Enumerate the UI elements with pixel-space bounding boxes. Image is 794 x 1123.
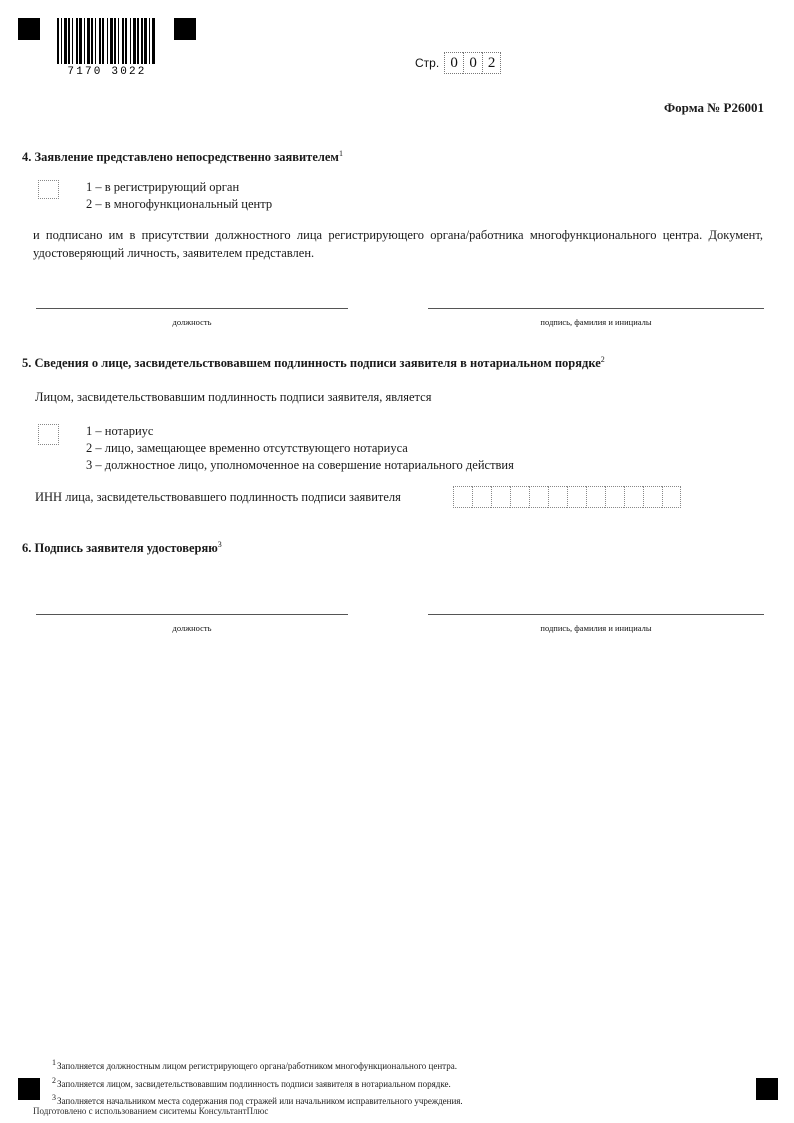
section-5-choice-checkbox[interactable] bbox=[38, 424, 59, 445]
inn-cell[interactable] bbox=[643, 486, 662, 508]
section-5-option[interactable]: 2 – лицо, замещающее временно отсутствующего нотариуса bbox=[86, 441, 408, 455]
inn-cell[interactable] bbox=[605, 486, 624, 508]
section-6-signature-caption-right: подпись, фамилия и инициалы bbox=[540, 623, 652, 633]
section-4-option[interactable]: 2 – в многофункциональный центр bbox=[86, 197, 273, 211]
registration-mark-top-right bbox=[174, 18, 196, 40]
section-6-title bbox=[22, 540, 222, 556]
section-4-choice-checkbox[interactable] bbox=[38, 180, 59, 199]
section-4-footnote-ref: 1 bbox=[338, 149, 343, 158]
registration-mark-bottom-right bbox=[756, 1078, 778, 1100]
consultant-plus-note: Подготовлено с использованием сиситемы КонсультантПлюс bbox=[33, 1106, 269, 1116]
footnote-text: Заполняется лицом, засвидетельствовавшим подлинность подписи заявителя в нотариальном порядке. bbox=[57, 1078, 451, 1089]
inn-cell[interactable] bbox=[624, 486, 643, 508]
footnotes bbox=[52, 1056, 752, 1109]
footnote-marker: 1 bbox=[52, 1058, 56, 1067]
barcode bbox=[57, 18, 157, 78]
section-6-signature-caption-left: должность bbox=[172, 623, 212, 633]
registration-mark-top-left bbox=[18, 18, 40, 40]
inn-cell[interactable] bbox=[662, 486, 681, 508]
page-number-cells bbox=[444, 52, 501, 74]
barcode-bars bbox=[57, 18, 157, 64]
section-4-title-text: 4. Заявление представлено непосредственно заявителем bbox=[22, 150, 339, 165]
section-4-title bbox=[22, 149, 343, 165]
section-5-lead-in: Лицом, засвидетельствовавшим подлинность подписи заявителя, является bbox=[35, 390, 432, 404]
footnote bbox=[52, 1056, 752, 1074]
section-5-footnote-ref: 2 bbox=[600, 355, 605, 364]
section-4-signature-caption-left: должность bbox=[172, 317, 212, 327]
page-number-field bbox=[415, 52, 501, 74]
footnote-marker: 2 bbox=[52, 1075, 56, 1085]
section-6-signature-line-left[interactable] bbox=[36, 614, 348, 615]
registration-mark-bottom-left bbox=[18, 1078, 40, 1100]
page-number-cell: 2 bbox=[482, 52, 501, 74]
section-5-title-text: 5. Сведения о лице, засвидетельствовавшем подлинность подписи заявителя в нотариальном порядке bbox=[22, 356, 601, 371]
inn-cell[interactable] bbox=[548, 486, 567, 508]
form-number: Форма № Р26001 bbox=[664, 100, 764, 115]
page-number-label: Стр. bbox=[415, 56, 440, 70]
barcode-digits: 7170 3022 bbox=[67, 66, 147, 78]
footnote bbox=[52, 1074, 752, 1092]
footnote-text: Заполняется должностным лицом регистрирующего органа/работником многофункционального центра. bbox=[57, 1061, 457, 1071]
section-6-title-text: 6. Подпись заявителя удостоверяю bbox=[22, 541, 218, 556]
section-6-signature-line-right[interactable] bbox=[428, 614, 764, 615]
section-4-options bbox=[86, 179, 272, 213]
inn-label: ИНН лица, засвидетельствовавшего подлинность подписи заявителя bbox=[35, 490, 401, 504]
section-4-signature-caption-right: подпись, фамилия и инициалы bbox=[540, 317, 652, 327]
inn-cell[interactable] bbox=[529, 486, 548, 508]
page-number-cell: 0 bbox=[463, 52, 482, 74]
inn-input-cells[interactable] bbox=[453, 486, 681, 508]
section-5-option[interactable]: 3 – должностное лицо, уполномоченное на совершение нотариального действия bbox=[86, 458, 514, 472]
inn-cell[interactable] bbox=[472, 486, 491, 508]
section-4-option[interactable]: 1 – в регистрирующий орган bbox=[86, 180, 240, 194]
section-5-options bbox=[86, 423, 514, 474]
inn-cell[interactable] bbox=[586, 486, 605, 508]
footnote-text: Заполняется начальником места содержания под стражей или начальником исправительного учреждения. bbox=[57, 1096, 463, 1106]
inn-cell[interactable] bbox=[491, 486, 510, 508]
inn-cell[interactable] bbox=[510, 486, 529, 508]
section-4-signature-line-left[interactable] bbox=[36, 308, 348, 309]
section-4-signature-line-right[interactable] bbox=[428, 308, 764, 309]
section-5-option[interactable]: 1 – нотариус bbox=[86, 424, 154, 438]
section-6-footnote-ref: 3 bbox=[217, 540, 222, 549]
inn-cell[interactable] bbox=[453, 486, 472, 508]
section-5-title bbox=[22, 355, 605, 371]
page-number-cell: 0 bbox=[444, 52, 463, 74]
inn-cell[interactable] bbox=[567, 486, 586, 508]
footnote-marker: 3 bbox=[52, 1093, 56, 1102]
section-4-paragraph: и подписано им в присутствии должностного лица регистрирующего органа/работника многофункционального центра. Документ, удостоверяющий личность, заявителем представлен. bbox=[33, 228, 763, 260]
